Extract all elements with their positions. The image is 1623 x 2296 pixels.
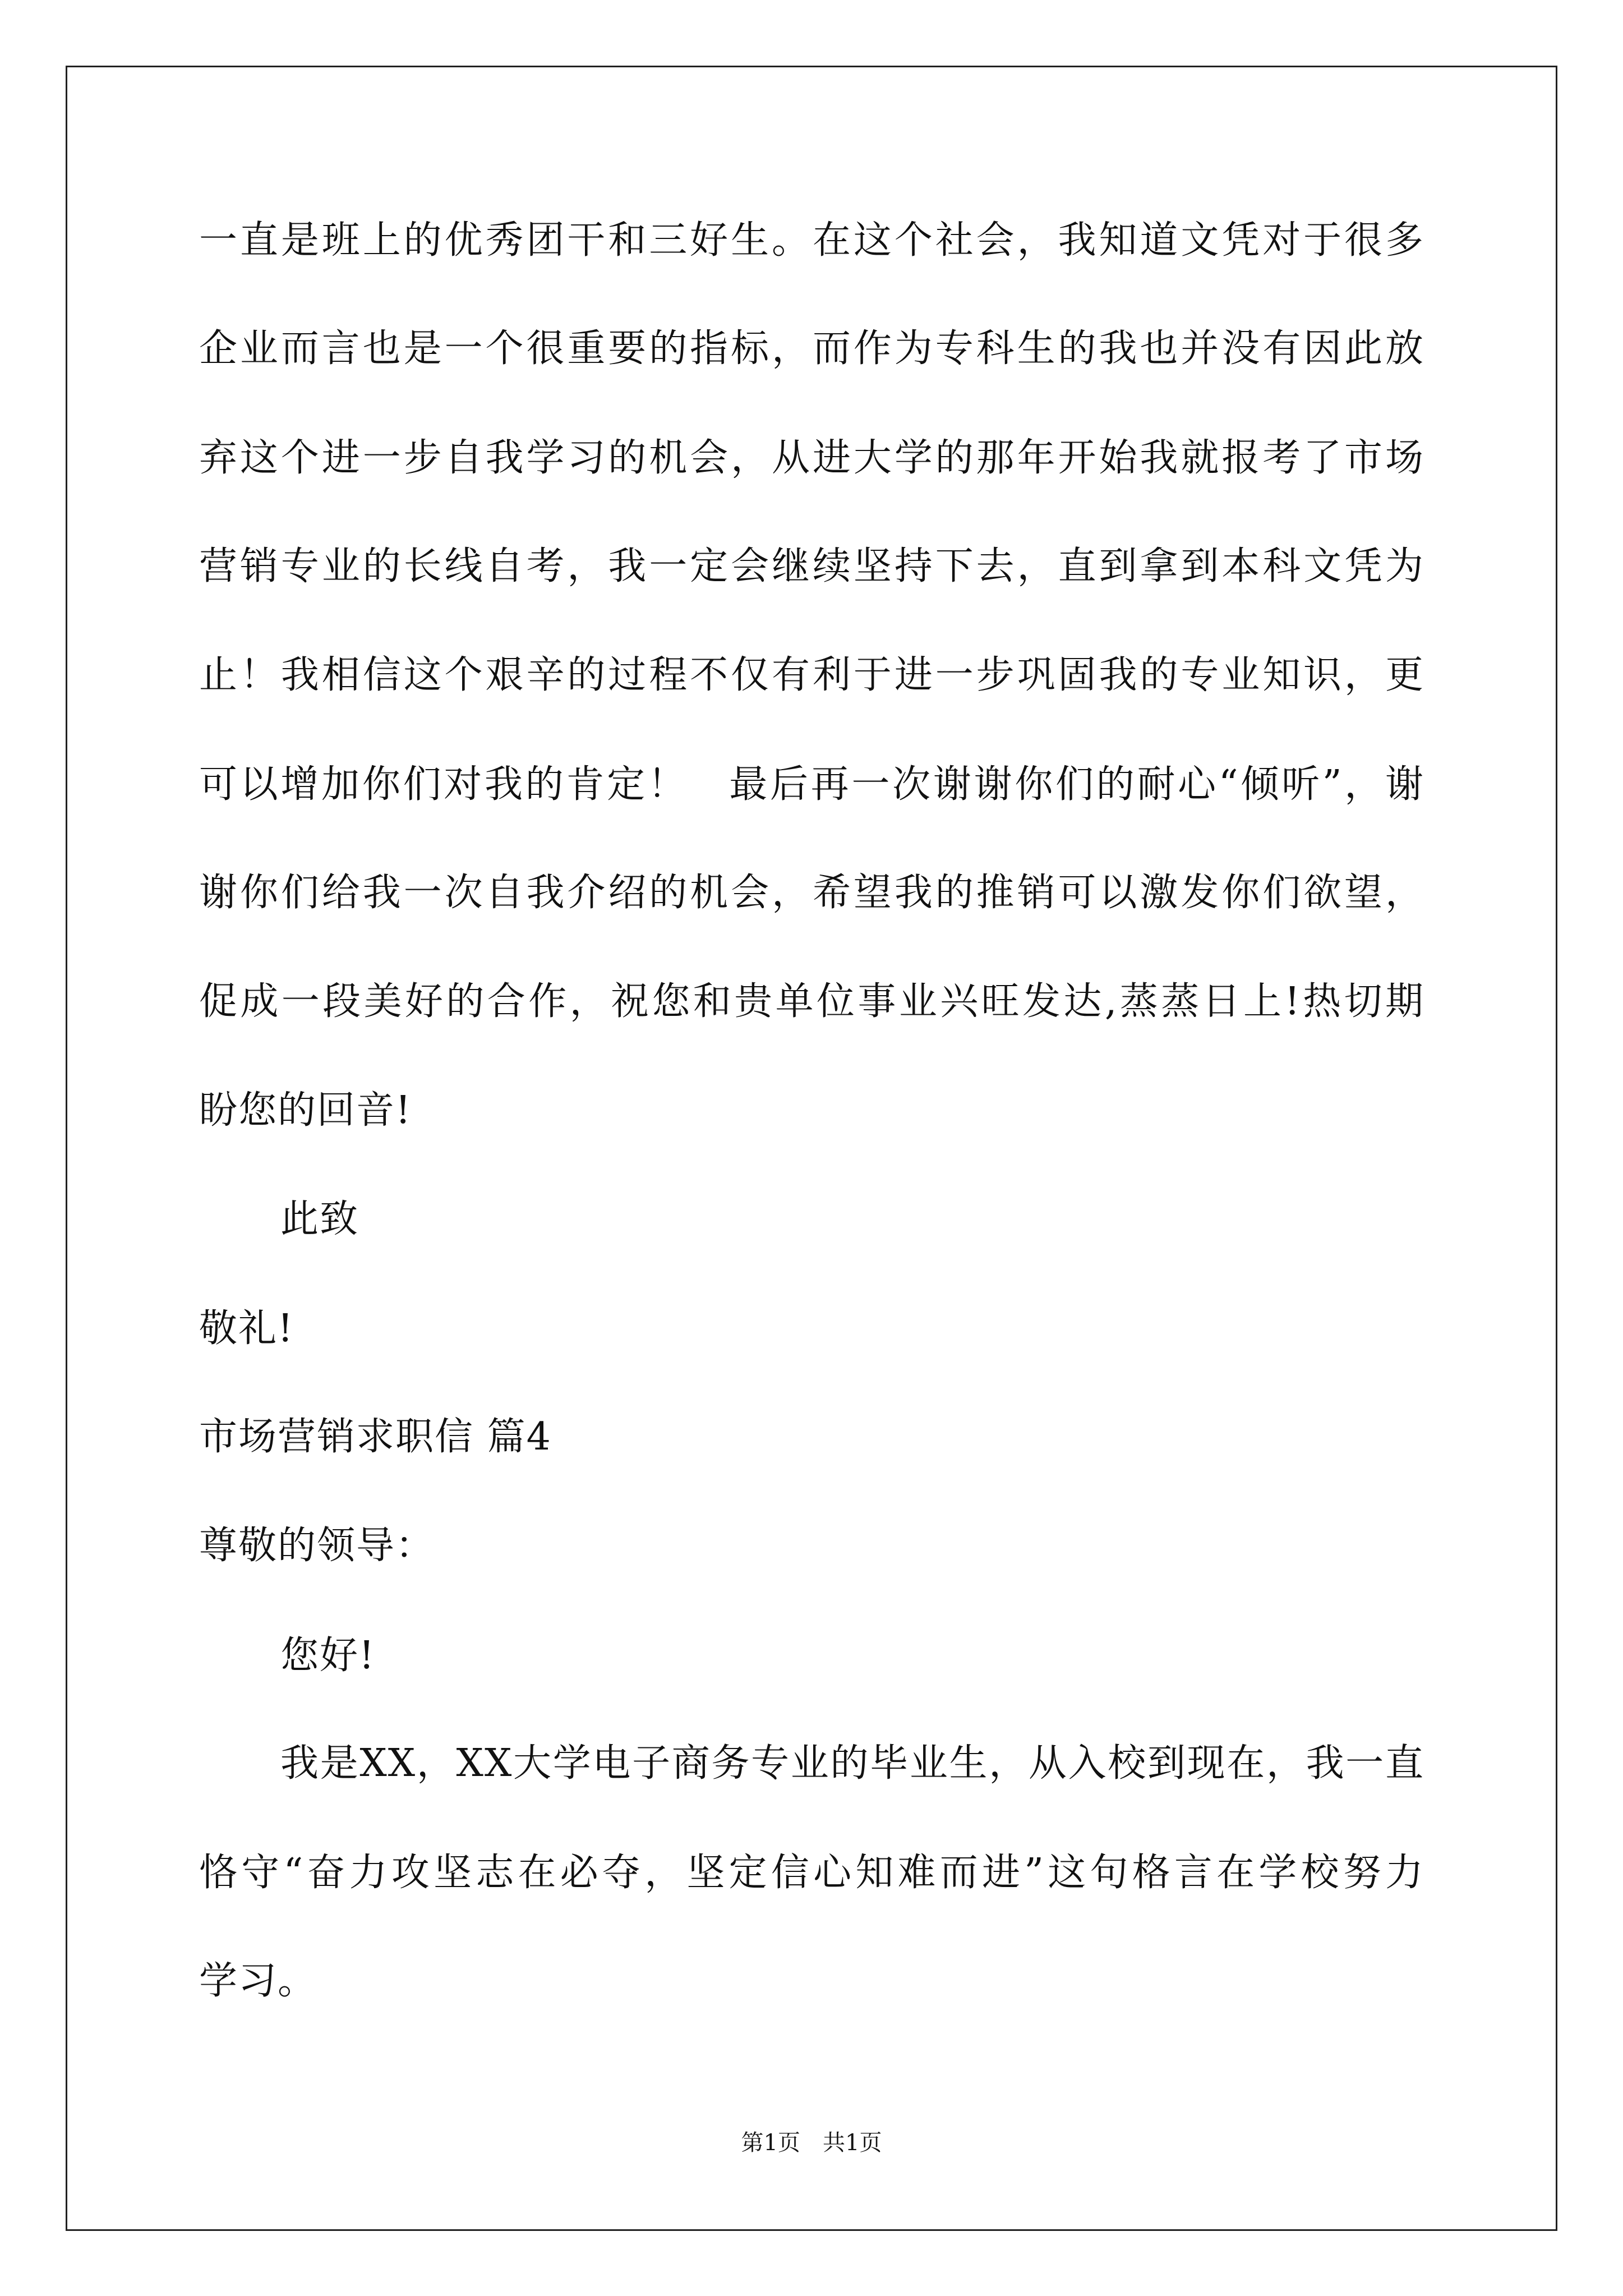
page-frame — [66, 66, 1557, 2231]
body-line: 盼您的回音! — [199, 1088, 412, 1133]
section-title: 市场营销求职信 篇4 — [199, 1415, 552, 1459]
salute-line: 敬礼! — [199, 1306, 294, 1351]
page-footer: 第1页 共1页 — [741, 2130, 882, 2156]
body-line: 促成一段美好的合作，祝您和贵单位事业兴旺发达,蒸蒸日上!热切期 — [199, 979, 1424, 1024]
paragraph-line: 恪守“奋力攻坚志在必夺，坚定信心知难而进”这句格言在学校努力 — [199, 1851, 1424, 1895]
body-line: 可以增加你们对我的肯定！ 最后再一次谢谢你们的耐心“倾听”，谢 — [199, 762, 1424, 807]
body-line: 企业而言也是一个很重要的指标，而作为专科生的我也并没有因此放 — [199, 326, 1424, 371]
greeting-line: 尊敬的领导： — [199, 1524, 435, 1568]
body-line: 营销专业的长线自考，我一定会继续坚持下去，直到拿到本科文凭为 — [199, 544, 1424, 588]
hello-line: 您好! — [280, 1634, 376, 1678]
paragraph-line: 我是XX，XX大学电子商务专业的毕业生，从入校到现在，我一直 — [280, 1741, 1424, 1786]
paragraph-line: 学习。 — [199, 1959, 317, 2003]
body-line: 一直是班上的优秀团干和三好生。在这个社会，我知道文凭对于很多 — [199, 218, 1424, 263]
closing-line: 此致 — [280, 1197, 359, 1241]
body-line: 止！我相信这个艰辛的过程不仅有利于进一步巩固我的专业知识，更 — [199, 653, 1424, 697]
body-line: 弃这个进一步自我学习的机会，从进大学的那年开始我就报考了市场 — [199, 436, 1424, 480]
body-line: 谢你们给我一次自我介绍的机会，希望我的推销可以激发你们欲望， — [199, 871, 1424, 915]
